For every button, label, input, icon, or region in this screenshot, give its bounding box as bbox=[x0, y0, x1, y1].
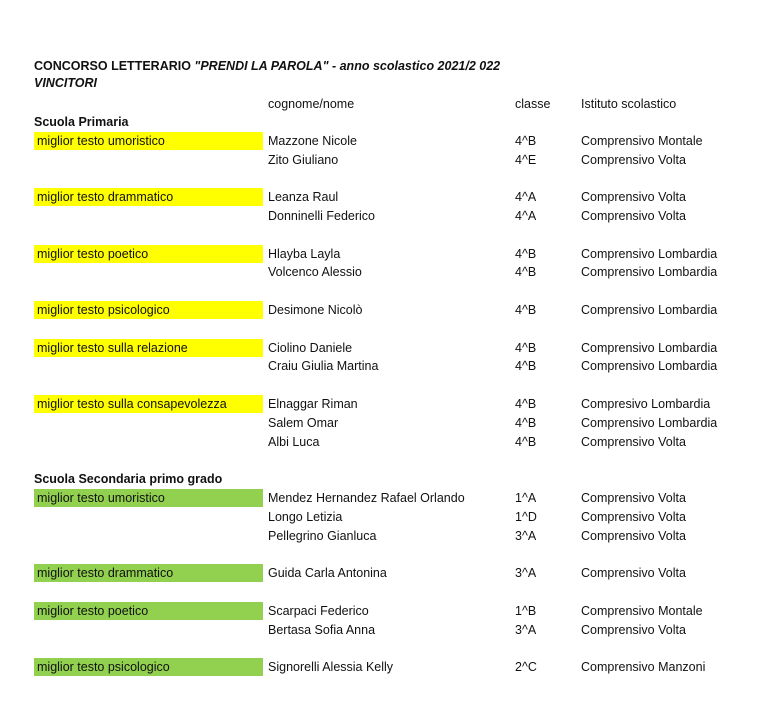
winner-name: Hlayba Layla bbox=[268, 246, 341, 261]
category-label: miglior testo psicologico bbox=[34, 658, 263, 676]
winner-school: Comprensivo Montale bbox=[581, 603, 703, 618]
winner-name: Volcenco Alessio bbox=[268, 265, 362, 280]
winner-name: Bertasa Sofia Anna bbox=[268, 622, 376, 637]
winner-name: Scarpaci Federico bbox=[268, 603, 369, 618]
winner-class: 4^B bbox=[515, 415, 537, 430]
winner-name: Elnaggar Riman bbox=[268, 397, 358, 411]
winner-school: Comprensivo Lombardia bbox=[581, 359, 718, 374]
winner-class: 3^A bbox=[515, 566, 537, 581]
winner-name: Mazzone Nicole bbox=[268, 133, 357, 148]
header-name: cognome/nome bbox=[268, 97, 355, 111]
winner-class: 4^B bbox=[515, 340, 537, 355]
winner-row bbox=[0, 414, 768, 433]
category-label: miglior testo drammatico bbox=[34, 564, 263, 582]
winner-row bbox=[0, 621, 768, 640]
winner-name: Leanza Raul bbox=[268, 190, 339, 205]
winner-class: 1^B bbox=[515, 603, 537, 618]
document-subtitle: VINCITORI bbox=[34, 76, 97, 90]
winner-school: Comprensivo Volta bbox=[581, 509, 686, 524]
winner-class: 3^A bbox=[515, 622, 537, 637]
title-contest-name: "PRENDI LA PAROLA" bbox=[194, 59, 329, 73]
winner-school: Comprensivo Volta bbox=[581, 209, 686, 223]
winner-school: Comprensivo Volta bbox=[581, 152, 686, 167]
winner-name: Mendez Hernandez Rafael Orlando bbox=[268, 491, 465, 505]
document-title bbox=[34, 59, 500, 73]
winner-row bbox=[0, 527, 768, 546]
winner-class: 4^E bbox=[515, 152, 537, 167]
category-label: miglior testo sulla consapevolezza bbox=[34, 395, 263, 413]
winner-school: Comprensivo Volta bbox=[581, 622, 686, 637]
winner-row bbox=[0, 301, 768, 320]
category-label: miglior testo poetico bbox=[34, 245, 263, 263]
winner-class: 1^D bbox=[515, 509, 537, 524]
section-heading: Scuola Primaria bbox=[34, 115, 129, 129]
winner-school: Comprensivo Volta bbox=[581, 434, 686, 449]
winner-name: Albi Luca bbox=[268, 434, 320, 449]
winner-name: Salem Omar bbox=[268, 415, 339, 430]
winner-class: 1^A bbox=[515, 491, 537, 505]
winner-school: Comprensivo Volta bbox=[581, 566, 686, 581]
winner-school: Comprensivo Lombardia bbox=[581, 265, 718, 280]
section-heading: Scuola Secondaria primo grado bbox=[34, 472, 223, 487]
winner-name: Ciolino Daniele bbox=[268, 340, 353, 355]
category-label: miglior testo umoristico bbox=[34, 132, 263, 150]
winner-row bbox=[0, 263, 768, 282]
winner-name: Zito Giuliano bbox=[268, 152, 339, 167]
winner-class: 4^B bbox=[515, 359, 537, 374]
category-label: miglior testo drammatico bbox=[34, 188, 263, 206]
winner-name: Guida Carla Antonina bbox=[268, 566, 387, 581]
winner-school: Comprensivo Lombardia bbox=[581, 340, 718, 355]
header-row bbox=[0, 95, 768, 114]
winner-school: Comprensivo Volta bbox=[581, 190, 686, 205]
winner-row bbox=[0, 658, 768, 677]
winner-row bbox=[0, 357, 768, 376]
winner-name: Longo Letizia bbox=[268, 509, 343, 524]
winner-row bbox=[0, 132, 768, 151]
winner-school: Comprensivo Volta bbox=[581, 528, 686, 543]
category-label: miglior testo sulla relazione bbox=[34, 339, 263, 357]
winner-row bbox=[0, 433, 768, 452]
winner-school: Comprensivo Volta bbox=[581, 491, 686, 505]
winner-row bbox=[0, 339, 768, 358]
winner-school: Comprensivo Montale bbox=[581, 133, 703, 148]
winner-school: Comprensivo Manzoni bbox=[581, 660, 706, 675]
winner-name: Craiu Giulia Martina bbox=[268, 359, 379, 374]
winner-class: 4^B bbox=[515, 434, 537, 449]
header-school: Istituto scolastico bbox=[581, 97, 677, 111]
winner-name: Desimone Nicolò bbox=[268, 303, 363, 317]
winner-row bbox=[0, 564, 768, 583]
winner-row bbox=[0, 151, 768, 170]
winner-row bbox=[0, 245, 768, 264]
winner-row bbox=[0, 188, 768, 207]
winner-school: Compresivo Lombardia bbox=[581, 397, 711, 411]
category-label: miglior testo umoristico bbox=[34, 489, 263, 507]
winner-school: Comprensivo Lombardia bbox=[581, 303, 718, 317]
winner-row bbox=[0, 508, 768, 527]
title-suffix: - anno scolastico 2021/2 022 bbox=[328, 59, 501, 73]
winner-class: 4^A bbox=[515, 209, 537, 223]
winner-class: 4^B bbox=[515, 303, 537, 317]
winner-name: Signorelli Alessia Kelly bbox=[268, 660, 394, 675]
winner-school: Comprensivo Lombardia bbox=[581, 246, 718, 261]
title-prefix: CONCORSO LETTERARIO bbox=[34, 59, 195, 73]
winner-class: 3^A bbox=[515, 528, 537, 543]
winner-class: 4^B bbox=[515, 265, 537, 280]
winner-row bbox=[0, 602, 768, 621]
winner-name: Pellegrino Gianluca bbox=[268, 528, 377, 543]
winner-class: 4^B bbox=[515, 133, 537, 148]
winner-row bbox=[0, 489, 768, 508]
header-class: classe bbox=[515, 97, 551, 111]
winner-row bbox=[0, 395, 768, 414]
category-label: miglior testo psicologico bbox=[34, 301, 263, 319]
winner-class: 2^C bbox=[515, 660, 537, 675]
winner-school: Comprensivo Lombardia bbox=[581, 415, 718, 430]
winner-class: 4^B bbox=[515, 397, 537, 411]
winner-class: 4^A bbox=[515, 190, 537, 205]
winner-row bbox=[0, 207, 768, 226]
category-label: miglior testo poetico bbox=[34, 602, 263, 620]
winner-name: Donninelli Federico bbox=[268, 209, 376, 223]
winner-class: 4^B bbox=[515, 246, 537, 261]
